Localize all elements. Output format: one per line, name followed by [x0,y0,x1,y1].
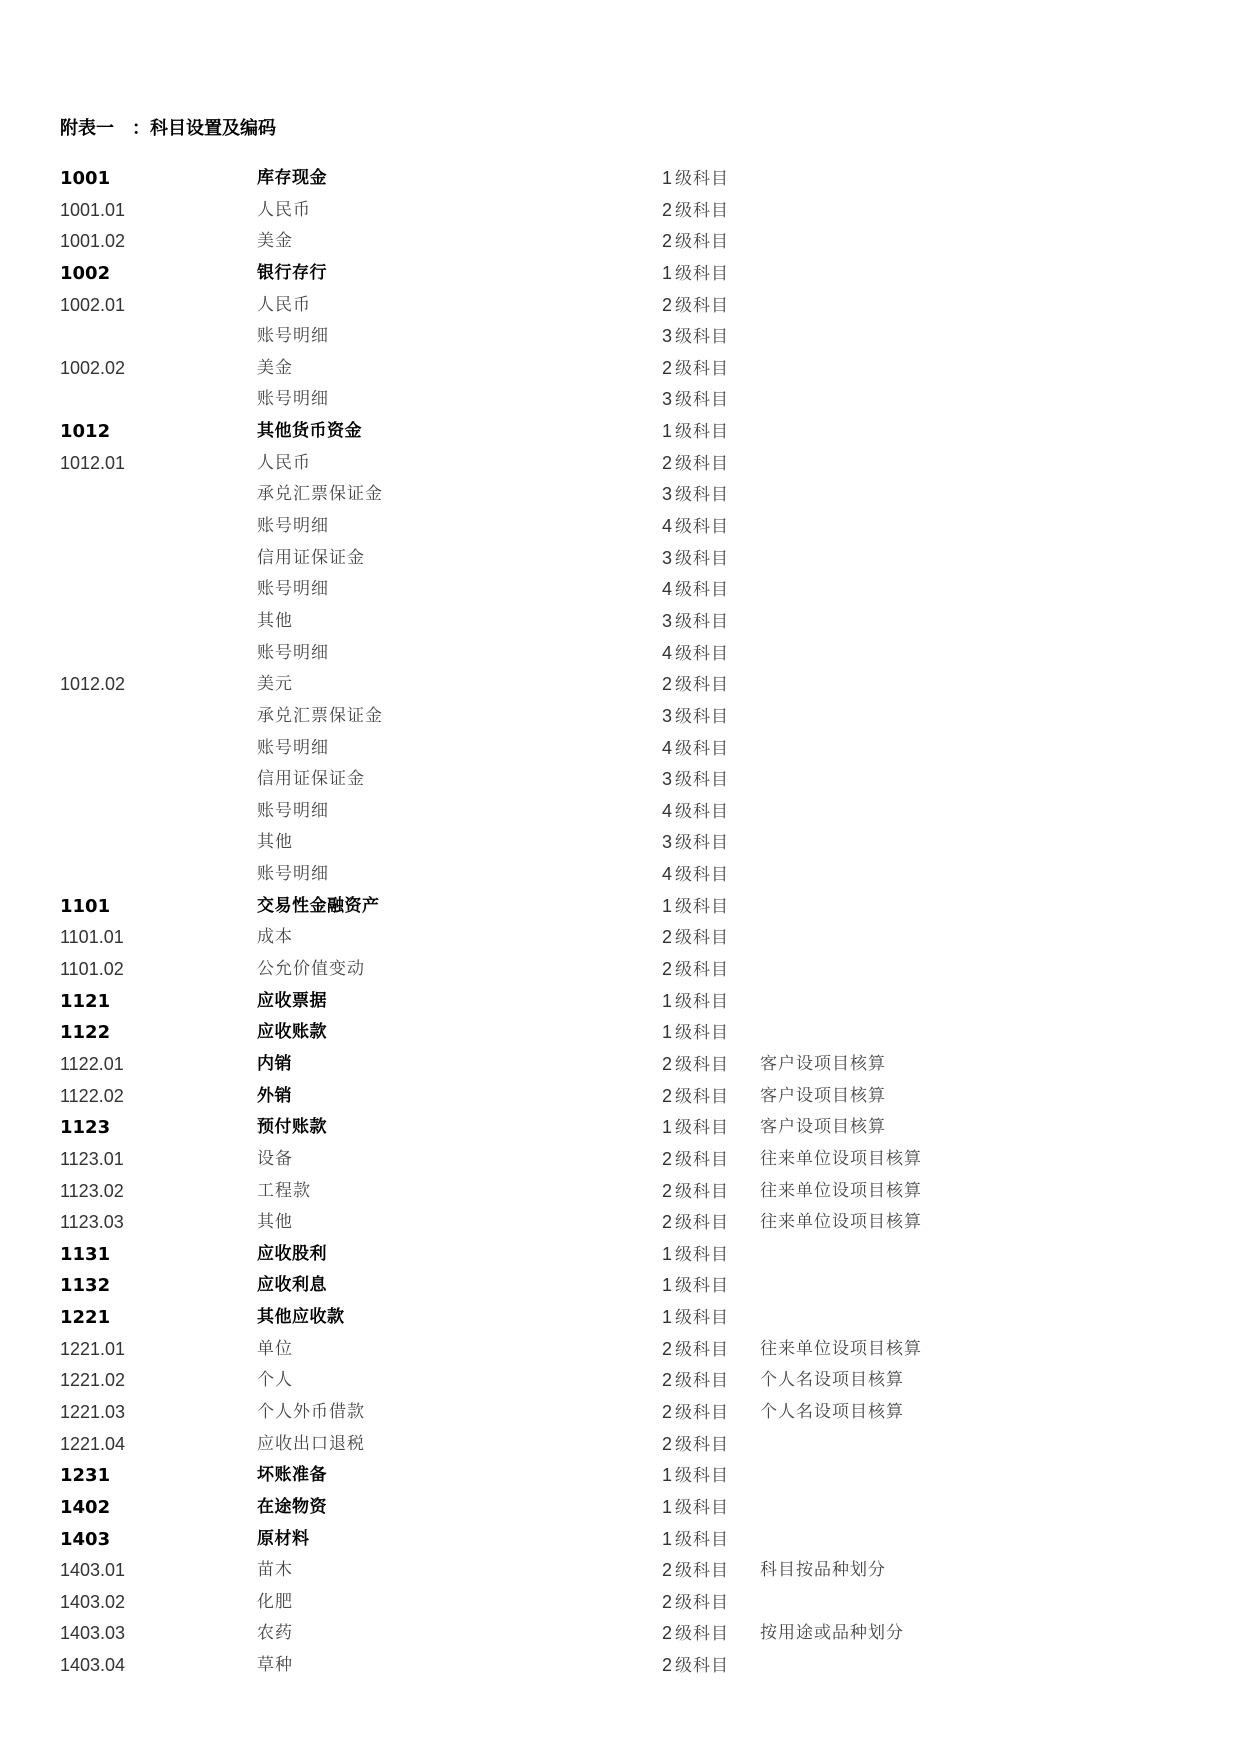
account-level [662,479,729,512]
account-name: 承兑汇票保证金 [257,484,383,505]
table-row [0,701,1241,733]
account-code: 1101 [60,895,111,917]
level-number: 3 [662,547,673,568]
account-name: 人民币 [257,294,311,315]
account-name: 信用证保证金 [257,547,365,568]
account-name: 原材料 [257,1528,310,1549]
account-name: 应收账款 [257,1022,327,1043]
level-label: 级科目 [675,675,730,696]
level-label: 级科目 [675,1118,730,1139]
account-level [662,1492,729,1525]
account-level [662,574,729,607]
account-level [662,1524,729,1557]
level-number: 2 [662,1560,673,1581]
account-level [662,1365,729,1398]
accounting-note: 科目按品种划分 [760,1560,886,1581]
account-code: 1001.02 [60,231,126,252]
account-name: 化肥 [257,1591,293,1612]
account-name: 应收利息 [257,1275,327,1296]
table-row [0,1460,1241,1492]
account-level [662,859,729,892]
account-level [662,290,729,323]
level-label: 级科目 [675,485,730,506]
table-row [0,1112,1241,1144]
account-code: 1101.01 [60,927,124,948]
level-number: 2 [662,199,673,220]
account-level [662,511,729,544]
account-name: 个人外币借款 [257,1401,365,1422]
account-level [662,796,729,829]
account-name: 人民币 [257,199,311,220]
account-name: 美金 [257,231,293,252]
account-level [662,1334,729,1367]
account-level [662,701,729,734]
account-code: 1403.03 [60,1623,126,1644]
table-row [0,1555,1241,1587]
level-number: 4 [662,864,673,885]
level-label: 级科目 [675,232,730,253]
account-level [662,638,729,671]
level-number: 2 [662,294,673,315]
level-label: 级科目 [675,422,730,443]
level-label: 级科目 [675,1276,730,1297]
account-name: 内销 [257,1053,292,1074]
account-level [662,1144,729,1177]
level-label: 级科目 [675,1466,730,1487]
account-level [662,321,729,354]
level-number: 4 [662,800,673,821]
level-number: 1 [662,1117,673,1138]
table-row [0,954,1241,986]
account-name: 其他货币资金 [257,421,362,442]
level-label: 级科目 [675,1023,730,1044]
level-label: 级科目 [675,580,730,601]
account-level [662,1112,729,1145]
account-level [662,543,729,576]
account-code: 1101.02 [60,959,124,980]
table-row [0,1492,1241,1524]
table-row [0,1429,1241,1461]
level-label: 级科目 [675,1561,730,1582]
level-number: 2 [662,674,673,695]
account-name: 其他 [257,832,293,853]
level-number: 3 [662,610,673,631]
level-number: 1 [662,990,673,1011]
table-row [0,1302,1241,1334]
account-name: 账号明细 [257,642,329,663]
table-row [0,827,1241,859]
account-code: 1221.02 [60,1370,126,1391]
account-level [662,416,729,449]
level-label: 级科目 [675,200,730,221]
level-number: 2 [662,1085,673,1106]
level-number: 2 [662,959,673,980]
account-name: 其他 [257,1212,293,1233]
table-row [0,353,1241,385]
level-number: 1 [662,421,673,442]
level-label: 级科目 [675,358,730,379]
account-level [662,827,729,860]
level-number: 2 [662,1623,673,1644]
account-level [662,1081,729,1114]
account-name: 其他应收款 [257,1307,345,1328]
level-number: 3 [662,389,673,410]
account-code: 1123.02 [60,1180,124,1201]
level-number: 4 [662,516,673,537]
account-level [662,669,729,702]
table-row [0,290,1241,322]
level-label: 级科目 [675,1529,730,1550]
account-code: 1403.01 [60,1560,126,1581]
account-code: 1121 [60,990,111,1012]
accounting-note: 客户设项目核算 [760,1053,886,1074]
account-level [662,606,729,639]
level-label: 级科目 [675,1244,730,1265]
table-row [0,606,1241,638]
account-name: 预付账款 [257,1117,327,1138]
table-row [0,1270,1241,1302]
level-label: 级科目 [675,1434,730,1455]
account-name: 外销 [257,1085,292,1106]
level-label: 级科目 [675,1592,730,1613]
table-row [0,1049,1241,1081]
account-code: 1221.03 [60,1401,126,1422]
account-name: 在途物资 [257,1496,327,1517]
account-name: 交易性金融资产 [257,895,380,916]
level-number: 3 [662,705,673,726]
account-code: 1403.02 [60,1591,126,1612]
level-number: 1 [662,1307,673,1328]
account-code: 1122.01 [60,1053,124,1074]
account-level [662,1460,729,1493]
level-label: 级科目 [675,928,730,949]
level-number: 1 [662,1243,673,1264]
level-label: 级科目 [675,1371,730,1392]
account-name: 应收股利 [257,1243,327,1264]
account-name: 成本 [257,927,293,948]
table-row [0,638,1241,670]
account-level [662,258,729,291]
level-number: 1 [662,1022,673,1043]
accounting-note: 个人名设项目核算 [760,1401,904,1422]
account-name: 美元 [257,674,293,695]
level-label: 级科目 [675,1181,730,1202]
account-level [662,1239,729,1272]
table-row [0,1587,1241,1619]
account-level [662,1587,729,1620]
account-level [662,1397,729,1430]
table-row [0,321,1241,353]
level-number: 2 [662,1212,673,1233]
table-row [0,226,1241,258]
account-name: 草种 [257,1655,293,1676]
account-name: 美金 [257,357,293,378]
account-level [662,1650,729,1683]
table-row [0,764,1241,796]
account-name: 账号明细 [257,800,329,821]
level-label: 级科目 [675,643,730,664]
account-name: 个人 [257,1370,293,1391]
table-row [0,163,1241,195]
account-name: 农药 [257,1623,293,1644]
table-row [0,195,1241,227]
level-label: 级科目 [675,1308,730,1329]
table-row [0,1334,1241,1366]
level-label: 级科目 [675,1213,730,1234]
table-row [0,1017,1241,1049]
account-level [662,922,729,955]
level-label: 级科目 [675,327,730,348]
account-table [0,163,1241,1682]
account-name: 账号明细 [257,389,329,410]
account-level [662,163,729,196]
table-row [0,891,1241,923]
table-row [0,1176,1241,1208]
level-number: 1 [662,895,673,916]
accounting-note: 往来单位设项目核算 [760,1338,922,1359]
account-code: 1123.01 [60,1148,124,1169]
level-label: 级科目 [675,295,730,316]
level-number: 3 [662,832,673,853]
table-row [0,859,1241,891]
table-row [0,384,1241,416]
account-code: 1221.04 [60,1433,126,1454]
level-label: 级科目 [675,1656,730,1677]
level-label: 级科目 [675,865,730,886]
account-name: 库存现金 [257,168,327,188]
account-level [662,195,729,228]
account-name: 账号明细 [257,326,329,347]
level-number: 2 [662,452,673,473]
level-label: 级科目 [675,390,730,411]
table-row [0,796,1241,828]
accounting-note: 客户设项目核算 [760,1085,886,1106]
account-level [662,954,729,987]
account-code: 1123.03 [60,1212,124,1233]
level-label: 级科目 [675,169,730,189]
level-number: 1 [662,1465,673,1486]
level-label: 级科目 [675,991,730,1012]
table-row [0,669,1241,701]
account-level [662,1049,729,1082]
account-level [662,1270,729,1303]
table-row [0,922,1241,954]
level-number: 3 [662,769,673,790]
account-code: 1221.01 [60,1338,126,1359]
account-code: 1012.02 [60,674,126,695]
level-number: 2 [662,1370,673,1391]
level-label: 级科目 [675,706,730,727]
account-name: 信用证保证金 [257,769,365,790]
accounting-note: 往来单位设项目核算 [760,1180,922,1201]
account-name: 银行存行 [257,262,327,283]
table-row [0,1207,1241,1239]
level-number: 1 [662,1528,673,1549]
level-number: 1 [662,1275,673,1296]
level-number: 2 [662,1180,673,1201]
account-code: 1131 [60,1243,111,1265]
account-name: 应收票据 [257,990,327,1011]
table-row [0,1144,1241,1176]
level-number: 4 [662,737,673,758]
table-row [0,416,1241,448]
level-number: 3 [662,326,673,347]
account-name: 账号明细 [257,864,329,885]
level-label: 级科目 [675,548,730,569]
table-row [0,258,1241,290]
account-name: 工程款 [257,1180,311,1201]
account-name: 单位 [257,1338,293,1359]
table-row [0,448,1241,480]
level-number: 2 [662,357,673,378]
level-label: 级科目 [675,1054,730,1075]
table-row [0,574,1241,606]
level-label: 级科目 [675,263,730,284]
account-name: 设备 [257,1148,293,1169]
level-label: 级科目 [675,1086,730,1107]
account-code: 1402 [60,1496,111,1518]
account-code: 1012.01 [60,452,126,473]
table-row [0,1650,1241,1682]
accounting-note: 按用途或品种划分 [760,1623,904,1644]
account-name: 承兑汇票保证金 [257,705,383,726]
account-code: 1012 [60,421,111,443]
level-label: 级科目 [675,1497,730,1518]
level-label: 级科目 [675,1624,730,1645]
account-code: 1122 [60,1022,111,1044]
table-row [0,511,1241,543]
page-title: 附表一 ：科目设置及编码 [60,118,276,139]
level-number: 2 [662,1148,673,1169]
table-row [0,1618,1241,1650]
account-level [662,986,729,1019]
account-level [662,1017,729,1050]
level-number: 2 [662,1338,673,1359]
level-label: 级科目 [675,801,730,822]
account-level [662,1302,729,1335]
level-number: 4 [662,642,673,663]
account-code: 1123 [60,1117,111,1139]
account-level [662,1207,729,1240]
accounting-note: 个人名设项目核算 [760,1370,904,1391]
account-name: 账号明细 [257,579,329,600]
account-code: 1221 [60,1307,111,1329]
table-row [0,543,1241,575]
accounting-note: 客户设项目核算 [760,1117,886,1138]
account-level [662,733,729,766]
account-code: 1403.04 [60,1655,126,1676]
level-label: 级科目 [675,833,730,854]
account-level [662,384,729,417]
table-row [0,733,1241,765]
account-code: 1231 [60,1465,111,1487]
account-level [662,353,729,386]
level-label: 级科目 [675,1339,730,1360]
account-name: 账号明细 [257,737,329,758]
level-number: 2 [662,1053,673,1074]
table-row [0,1365,1241,1397]
account-level [662,1555,729,1588]
account-level [662,1429,729,1462]
level-number: 4 [662,579,673,600]
table-row [0,1524,1241,1556]
level-label: 级科目 [675,896,730,917]
accounting-note: 往来单位设项目核算 [760,1148,922,1169]
account-level [662,1176,729,1209]
account-level [662,764,729,797]
level-number: 1 [662,262,673,283]
account-code: 1001.01 [60,199,126,220]
level-number: 2 [662,231,673,252]
level-label: 级科目 [675,611,730,632]
table-row [0,1081,1241,1113]
table-row [0,479,1241,511]
level-label: 级科目 [675,738,730,759]
level-label: 级科目 [675,1402,730,1423]
level-label: 级科目 [675,770,730,791]
account-name: 苗木 [257,1560,293,1581]
account-level [662,226,729,259]
level-label: 级科目 [675,453,730,474]
account-code: 1132 [60,1275,111,1297]
account-level [662,448,729,481]
account-level [662,891,729,924]
account-code: 1002.02 [60,357,126,378]
account-code: 1403 [60,1528,111,1550]
table-row [0,1239,1241,1271]
account-code: 1001 [60,168,111,189]
level-label: 级科目 [675,960,730,981]
level-label: 级科目 [675,517,730,538]
account-code: 1002 [60,262,111,284]
account-name: 其他 [257,610,293,631]
level-number: 2 [662,1433,673,1454]
account-code: 1002.01 [60,294,126,315]
level-number: 2 [662,1655,673,1676]
level-label: 级科目 [675,1149,730,1170]
level-number: 2 [662,1591,673,1612]
account-name: 人民币 [257,452,311,473]
table-row [0,1397,1241,1429]
table-row [0,986,1241,1018]
account-name: 坏账准备 [257,1465,327,1486]
level-number: 2 [662,927,673,948]
level-number: 1 [662,168,673,188]
account-name: 公允价值变动 [257,959,365,980]
accounting-note: 往来单位设项目核算 [760,1212,922,1233]
account-level [662,1618,729,1651]
level-number: 2 [662,1401,673,1422]
account-code: 1122.02 [60,1085,124,1106]
level-number: 1 [662,1496,673,1517]
level-number: 3 [662,484,673,505]
account-name: 账号明细 [257,516,329,537]
account-name: 应收出口退税 [257,1433,365,1454]
